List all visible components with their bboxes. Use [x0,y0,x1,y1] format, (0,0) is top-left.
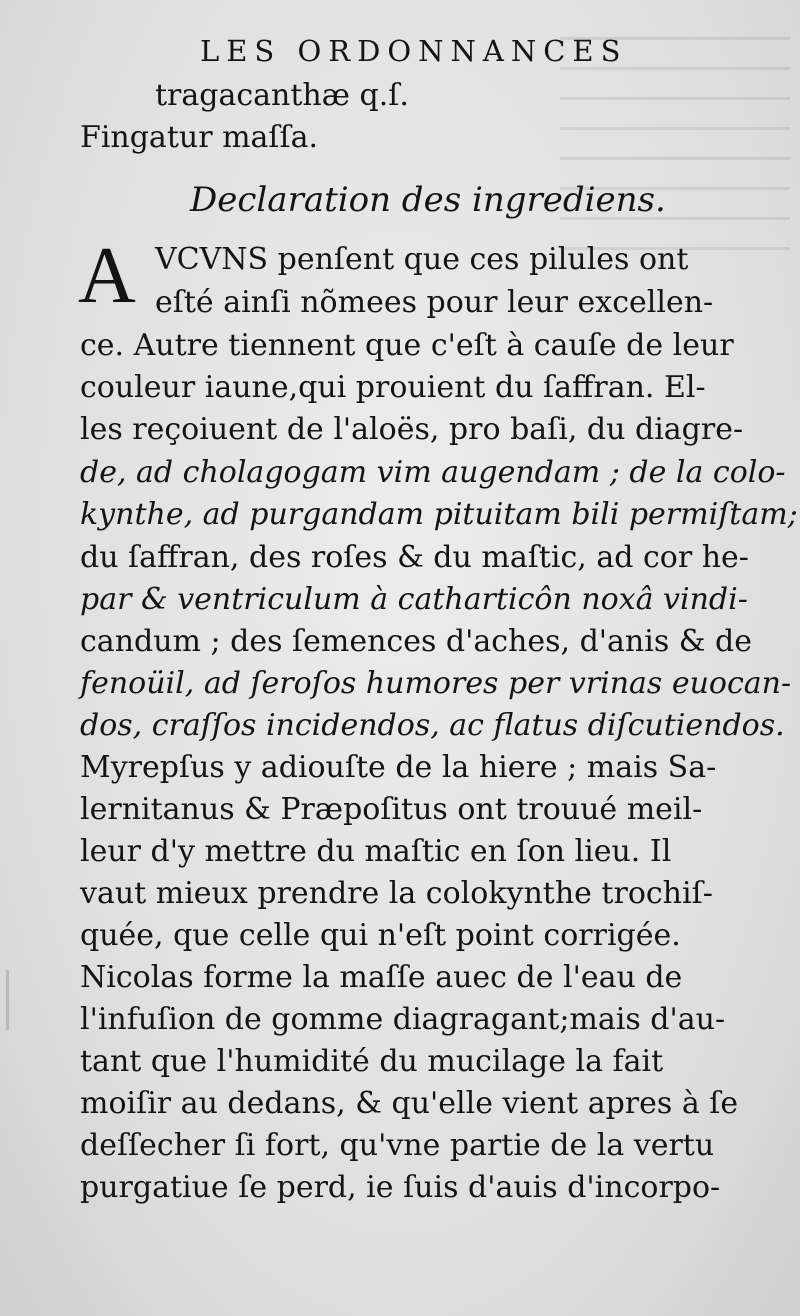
body-line: l'infuſion de gomme diagragant;mais d'au- [80,1002,726,1037]
drop-cap: A [78,232,136,320]
body-line: deſſecher ſi fort, qu'vne partie de la vertu [80,1128,715,1163]
body-line: couleur iaune,qui prouient du ſaffran. El- [80,370,706,405]
body-line: Nicolas forme la maſſe auec de l'eau de [80,960,683,995]
body-line: vaut mieux prendre la colokynthe trochiſ- [80,876,713,911]
recipe-line: tragacanthæ q.ſ. [155,78,409,113]
body-line: ce. Autre tiennent que c'eſt à cauſe de leur [80,328,734,363]
body-line: les reçoiuent de l'aloës, pro baſi, du diagre- [80,412,744,447]
body-line: leur d'y mettre du maſtic en ſon lieu. Il [80,834,672,869]
body-line: moiſir au dedans, & qu'elle vient apres à ſe [80,1086,739,1121]
body-line: kynthe, ad purgandam pituitam bili permiſtam; [80,497,798,532]
body-line: lernitanus & Præpoſitus ont trouué meil- [80,792,703,827]
body-line: de, ad cholagogam vim augendam ; de la colo- [80,455,786,490]
body-line: tant que l'humidité du mucilage la fait [80,1044,664,1079]
body-line: Myrepſus y adiouſte de la hiere ; mais Sa- [80,750,717,785]
body-line: candum ; des ſemences d'aches, d'anis & de [80,624,752,659]
body-line: VCVNS penſent que ces pilules ont [155,242,689,277]
body-line: dos, craſſos incidendos, ac flatus diſcutiendos. [80,708,785,743]
section-title: Declaration des ingrediens. [190,180,666,220]
margin-mark [6,970,9,1030]
running-head: LES ORDONNANCES [200,34,628,68]
body-line: eſté ainſi nõmees pour leur excellen- [155,285,714,320]
body-line: fenoüil, ad ſeroſos humores per vrinas euocan- [80,666,792,701]
body-line: purgatiue ſe perd, ie ſuis d'auis d'incorpo- [80,1170,721,1205]
body-line: quée, que celle qui n'eſt point corrigée. [80,918,681,953]
body-line: par & ventriculum à catharticôn noxâ vindi- [80,582,748,617]
recipe-line: Fingatur maſſa. [80,120,319,155]
body-line: du ſaffran, des roſes & du maſtic, ad cor he- [80,540,749,575]
